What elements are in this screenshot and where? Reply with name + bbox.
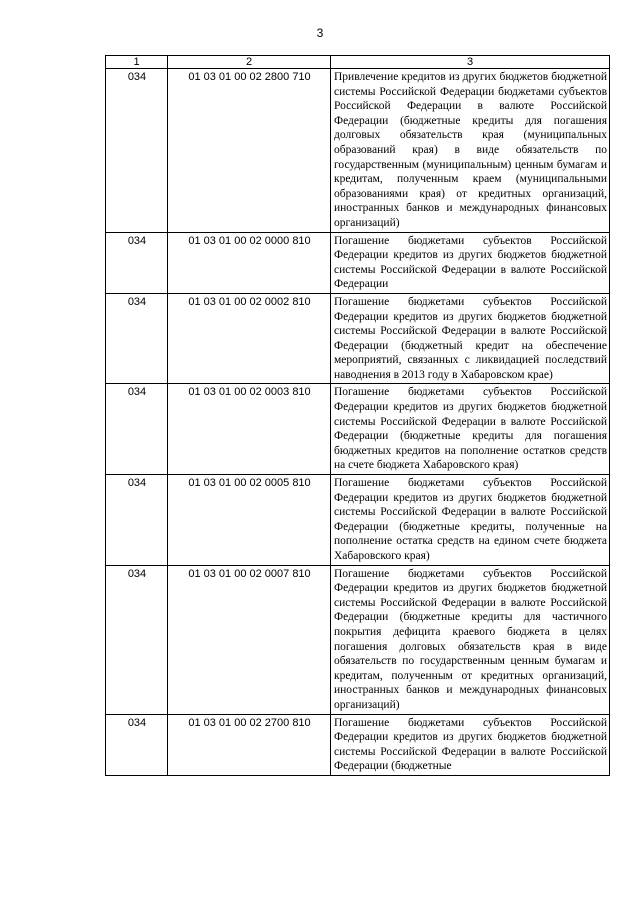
table-row bbox=[106, 69, 610, 233]
table-row bbox=[106, 384, 610, 475]
column-header-3: 3 bbox=[331, 56, 610, 69]
classification-code-cell: 01 03 01 00 02 2700 810 bbox=[168, 714, 331, 775]
table-row bbox=[106, 475, 610, 566]
description-cell: Погашение бюджетами субъектов Российской Федерации кредитов из других бюджетов бюджетной системы Российской Федерации в валюте Российской Федерации (бюджетные кредиты для частичного покрытия дефицита краевого бюджета в целях погашения долговых обязательств края в виде обязательств по государственным ценным бумагам и кредитам, полученным от кредитных организаций, иностранных банков и международных финансовых организаций) bbox=[331, 565, 610, 714]
budget-sources-table bbox=[105, 55, 610, 776]
classification-code-cell: 01 03 01 00 02 2800 710 bbox=[168, 69, 331, 233]
admin-code-cell: 034 bbox=[106, 293, 168, 384]
description-cell: Погашение бюджетами субъектов Российской Федерации кредитов из других бюджетов бюджетной системы Российской Федерации в валюте Российской Федерации (бюджетные кредиты, полученные на пополнение остатка средств на едином счете бюджета Хабаровского края) bbox=[331, 475, 610, 566]
admin-code-cell: 034 bbox=[106, 714, 168, 775]
column-header-2: 2 bbox=[168, 56, 331, 69]
table-row bbox=[106, 232, 610, 293]
admin-code-cell: 034 bbox=[106, 475, 168, 566]
description-cell: Погашение бюджетами субъектов Российской Федерации кредитов из других бюджетов бюджетной системы Российской Федерации в валюте Российской Федерации bbox=[331, 232, 610, 293]
table-header-row bbox=[106, 56, 610, 69]
column-header-1: 1 bbox=[106, 56, 168, 69]
classification-code-cell: 01 03 01 00 02 0000 810 bbox=[168, 232, 331, 293]
description-cell: Погашение бюджетами субъектов Российской Федерации кредитов из других бюджетов бюджетной системы Российской Федерации в валюте Российской Федерации (бюджетные bbox=[331, 714, 610, 775]
admin-code-cell: 034 bbox=[106, 69, 168, 233]
table-row bbox=[106, 565, 610, 714]
admin-code-cell: 034 bbox=[106, 232, 168, 293]
classification-code-cell: 01 03 01 00 02 0005 810 bbox=[168, 475, 331, 566]
table-row bbox=[106, 293, 610, 384]
classification-code-cell: 01 03 01 00 02 0003 810 bbox=[168, 384, 331, 475]
description-cell: Погашение бюджетами субъектов Российской Федерации кредитов из других бюджетов бюджетной системы Российской Федерации в валюте Российской Федерации (бюджетные кредиты для погашения бюджетных кредитов на пополнение остатков средств на счете бюджета Хабаровского края) bbox=[331, 384, 610, 475]
description-cell: Привлечение кредитов из других бюджетов бюджетной системы Российской Федерации бюджетами субъектов Российской Федерации в валюте Российской Федерации (бюджетные кредиты для погашения долговых обязательств края (муниципальных образований края) в виде обязательств по государственным (муниципальным) ценным бумагам и кредитам, полученным краем (муниципальными образованиями края) от кредитных организаций, иностранных банков и международных финансовых организаций) bbox=[331, 69, 610, 233]
page-number: 3 bbox=[316, 26, 324, 40]
table-row bbox=[106, 714, 610, 775]
description-cell: Погашение бюджетами субъектов Российской Федерации кредитов из других бюджетов бюджетной системы Российской Федерации в валюте Российской Федерации (бюджетный кредит на обеспечение мероприятий, связанных с ликвидацией последствий наводнения в 2013 году в Хабаровском крае) bbox=[331, 293, 610, 384]
classification-code-cell: 01 03 01 00 02 0007 810 bbox=[168, 565, 331, 714]
admin-code-cell: 034 bbox=[106, 565, 168, 714]
admin-code-cell: 034 bbox=[106, 384, 168, 475]
classification-code-cell: 01 03 01 00 02 0002 810 bbox=[168, 293, 331, 384]
